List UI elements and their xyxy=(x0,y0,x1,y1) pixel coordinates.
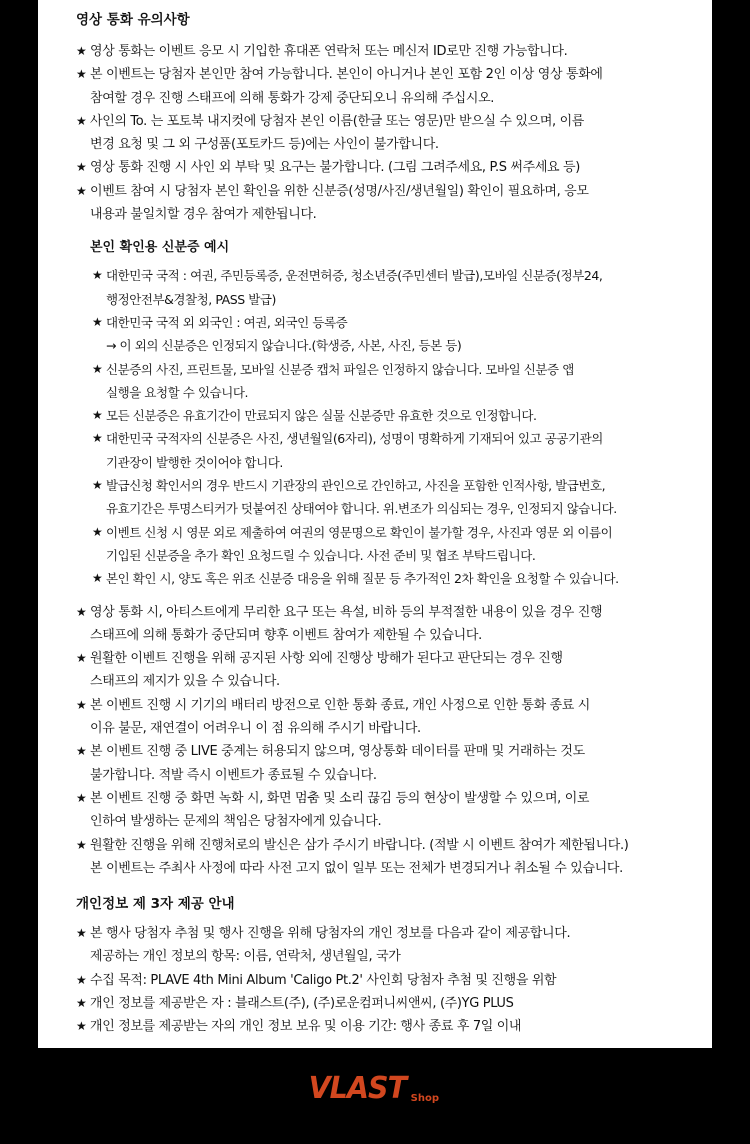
notice-line: 기입된 신분증을 추가 확인 요청드릴 수 있습니다. 사전 준비 및 협조 부탁드립니다. xyxy=(106,547,536,563)
notice-line: 스태프에 의해 통화가 중단되며 향후 이벤트 참여가 제한될 수 있습니다. xyxy=(90,627,482,643)
star-bullet-icon: ★ xyxy=(76,183,87,198)
star-bullet-icon: ★ xyxy=(76,1019,87,1034)
star-bullet-icon: ★ xyxy=(76,995,87,1010)
section-title-video-call: 영상 통화 유의사항 xyxy=(76,12,190,28)
notice-item xyxy=(76,1015,686,1038)
notice-line: 행정안전부&경찰청, PASS 발급) xyxy=(106,291,276,307)
star-bullet-icon: ★ xyxy=(92,571,103,586)
notice-line: 본 행사 당첨자 추첨 및 행사 진행을 위해 당첨자의 개인 정보를 다음과 같이 제공합니다. xyxy=(90,926,571,942)
star-bullet-icon: ★ xyxy=(76,113,87,128)
notice-line: 영상 통화 시, 아티스트에게 무리한 요구 또는 욕설, 비하 등의 부적절한 내용이 있을 경우 진행 xyxy=(90,604,603,620)
additional-notice-list xyxy=(76,601,686,881)
notice-line: 이유 불문, 재연결이 어려우니 이 점 유의해 주시기 바랍니다. xyxy=(90,721,421,737)
notice-line: 대한민국 국적 : 여권, 주민등록증, 운전면허증, 청소년증(주민센터 발급),모바일 신분증(정부24, xyxy=(106,268,603,284)
video-call-notice-list xyxy=(76,40,686,226)
notice-line: 실행을 요청할 수 있습니다. xyxy=(106,384,248,400)
star-bullet-icon: ★ xyxy=(76,926,87,941)
notice-line: 불가합니다. 적발 즉시 이벤트가 종료될 수 있습니다. xyxy=(90,767,377,783)
notice-item xyxy=(76,647,686,694)
notice-panel xyxy=(38,0,712,1048)
vlast-shop-logo[interactable] xyxy=(306,1072,439,1106)
notice-line: 유효기간은 투명스티커가 덧붙여진 상태여야 합니다. 위.변조가 의심되는 경우, 인정되지 않습니다. xyxy=(106,501,617,517)
notice-item xyxy=(76,601,686,648)
notice-item xyxy=(76,922,686,969)
star-bullet-icon: ★ xyxy=(92,408,103,423)
notice-item xyxy=(76,156,686,179)
star-bullet-icon: ★ xyxy=(76,790,87,805)
notice-item xyxy=(92,474,686,521)
notice-line: 이벤트 신청 시 영문 외로 제출하여 여권의 영문명으로 확인이 불가할 경우, 사진과 영문 외 이름이 xyxy=(106,524,613,540)
notice-line: 영상 통화는 이벤트 응모 시 기입한 휴대폰 연락처 또는 메신저 ID로만 진행 가능합니다. xyxy=(90,44,568,59)
star-bullet-icon: ★ xyxy=(92,478,103,493)
notice-item xyxy=(92,567,686,590)
star-bullet-icon: ★ xyxy=(92,268,103,283)
notice-line: 본 이벤트 진행 중 LIVE 중계는 허용되지 않으며, 영상통화 데이터를 판매 및 거래하는 것도 xyxy=(90,744,585,760)
star-bullet-icon: ★ xyxy=(76,972,87,987)
notice-item xyxy=(92,311,686,358)
notice-line: 개인 정보를 제공받은 자 : 블래스트(주), (주)로운컴퍼니씨앤씨, (주)YG PLUS xyxy=(90,995,514,1011)
notice-line: 스태프의 제지가 있을 수 있습니다. xyxy=(90,674,280,690)
notice-line: 본 이벤트는 당첨자 본인만 참여 가능합니다. 본인이 아니거나 본인 포함 2인 이상 영상 통화에 xyxy=(90,67,603,83)
notice-line: 개인 정보를 제공받는 자의 개인 정보 보유 및 이용 기간: 행사 종료 후 7일 이내 xyxy=(90,1019,522,1035)
notice-item xyxy=(76,63,686,110)
notice-line: 원활한 진행을 위해 진행처로의 발신은 삼가 주시기 바랍니다. (적발 시 이벤트 참여가 제한됩니다.) xyxy=(90,837,629,853)
notice-item xyxy=(76,110,686,157)
star-bullet-icon: ★ xyxy=(76,744,87,759)
notice-line: 내용과 불일치할 경우 참여가 제한됩니다. xyxy=(90,207,317,223)
section-title-privacy: 개인정보 제 3자 제공 안내 xyxy=(76,896,235,913)
notice-item xyxy=(92,358,686,405)
privacy-notice-list xyxy=(76,922,686,1038)
notice-line: 참여할 경우 진행 스태프에 의해 통화가 강제 중단되오니 유의해 주십시오. xyxy=(90,90,495,106)
notice-line: 모든 신분증은 유효기간이 만료되지 않은 실물 신분증만 유효한 것으로 인정합니다. xyxy=(106,408,537,424)
star-bullet-icon: ★ xyxy=(76,697,87,712)
notice-line: 원활한 이벤트 진행을 위해 공지된 사항 외에 진행상 방해가 된다고 판단되는 경우 진행 xyxy=(90,651,563,667)
notice-item xyxy=(92,521,686,568)
star-bullet-icon: ★ xyxy=(76,160,87,175)
star-bullet-icon: ★ xyxy=(92,431,103,446)
notice-line: 신분증의 사진, 프린트물, 모바일 신분증 캡처 파일은 인정하지 않습니다. 모바일 신분증 앱 xyxy=(106,361,574,377)
notice-line: 제공하는 개인 정보의 항목: 이름, 연락처, 생년월일, 국가 xyxy=(90,949,401,965)
notice-line: 인하여 발생하는 문제의 책임은 당첨자에게 있습니다. xyxy=(90,814,382,830)
notice-item xyxy=(76,787,686,834)
notice-item xyxy=(76,694,686,741)
star-bullet-icon: ★ xyxy=(76,44,87,58)
section-title-id-examples: 본인 확인용 신분증 예시 xyxy=(90,240,230,256)
star-bullet-icon: ★ xyxy=(76,651,87,666)
notice-item xyxy=(76,992,686,1015)
notice-item xyxy=(76,969,686,992)
notice-line: 본인 확인 시, 양도 혹은 위조 신분증 대응을 위해 질문 등 추가적인 2차 확인을 요청할 수 있습니다. xyxy=(106,571,619,587)
notice-item xyxy=(76,740,686,787)
notice-line: 대한민국 국적 외 외국인 : 여권, 외국인 등록증 xyxy=(106,314,348,330)
id-example-list xyxy=(92,264,686,590)
notice-line: 변경 요청 및 그 외 구성품(포토카드 등)에는 사인이 불가합니다. xyxy=(90,137,439,153)
notice-line: 본 이벤트 진행 중 화면 녹화 시, 화면 멈춤 및 소리 끊김 등의 현상이 발생할 수 있으며, 이로 xyxy=(90,790,590,806)
notice-line: 이벤트 참여 시 당첨자 본인 확인을 위한 신분증(성명/사진/생년월일) 확인이 필요하며, 응모 xyxy=(90,183,589,199)
notice-line: 기관장이 발행한 것이어야 합니다. xyxy=(106,454,283,470)
notice-line: → 이 외의 신분증은 인정되지 않습니다.(학생증, 사본, 사진, 등본 등) xyxy=(106,338,462,354)
notice-item xyxy=(76,180,686,227)
star-bullet-icon: ★ xyxy=(76,604,87,619)
notice-item xyxy=(76,40,686,63)
notice-line: 수집 목적: PLAVE 4th Mini Album 'Caligo Pt.2' 사인회 당첨자 추첨 및 진행을 위함 xyxy=(90,972,557,988)
logo-text: VLAST xyxy=(308,1071,407,1106)
star-bullet-icon: ★ xyxy=(76,67,87,82)
star-bullet-icon: ★ xyxy=(92,361,103,376)
notice-line: 본 이벤트 진행 시 기기의 배터리 방전으로 인한 통화 종료, 개인 사정으로 인한 통화 종료 시 xyxy=(90,697,591,713)
notice-item xyxy=(76,834,686,881)
notice-line: 발급신청 확인서의 경우 반드시 기관장의 관인으로 간인하고, 사진을 포함한 인적사항, 발급번호, xyxy=(106,478,606,494)
notice-line: 대한민국 국적자의 신분증은 사진, 생년월일(6자리), 성명이 명확하게 기재되어 있고 공공기관의 xyxy=(106,431,603,447)
notice-item xyxy=(92,264,686,311)
star-bullet-icon: ★ xyxy=(76,837,87,852)
spacer xyxy=(76,591,686,601)
notice-line: 영상 통화 진행 시 사인 외 부탁 및 요구는 불가합니다. (그림 그려주세요, P.S 써주세요 등) xyxy=(90,160,580,176)
notice-item xyxy=(92,427,686,474)
notice-item xyxy=(92,404,686,427)
star-bullet-icon: ★ xyxy=(92,524,103,539)
star-bullet-icon: ★ xyxy=(92,314,103,329)
notice-line: 본 이벤트는 주최사 사정에 따라 사전 고지 없이 일부 또는 전체가 변경되거나 취소될 수 있습니다. xyxy=(90,860,623,876)
logo-sub-text: Shop xyxy=(410,1093,439,1104)
notice-content xyxy=(76,10,686,1039)
notice-line: 사인의 To. 는 포토북 내지컷에 당첨자 본인 이름(한글 또는 영문)만 받으실 수 있으며, 이름 xyxy=(90,113,585,129)
